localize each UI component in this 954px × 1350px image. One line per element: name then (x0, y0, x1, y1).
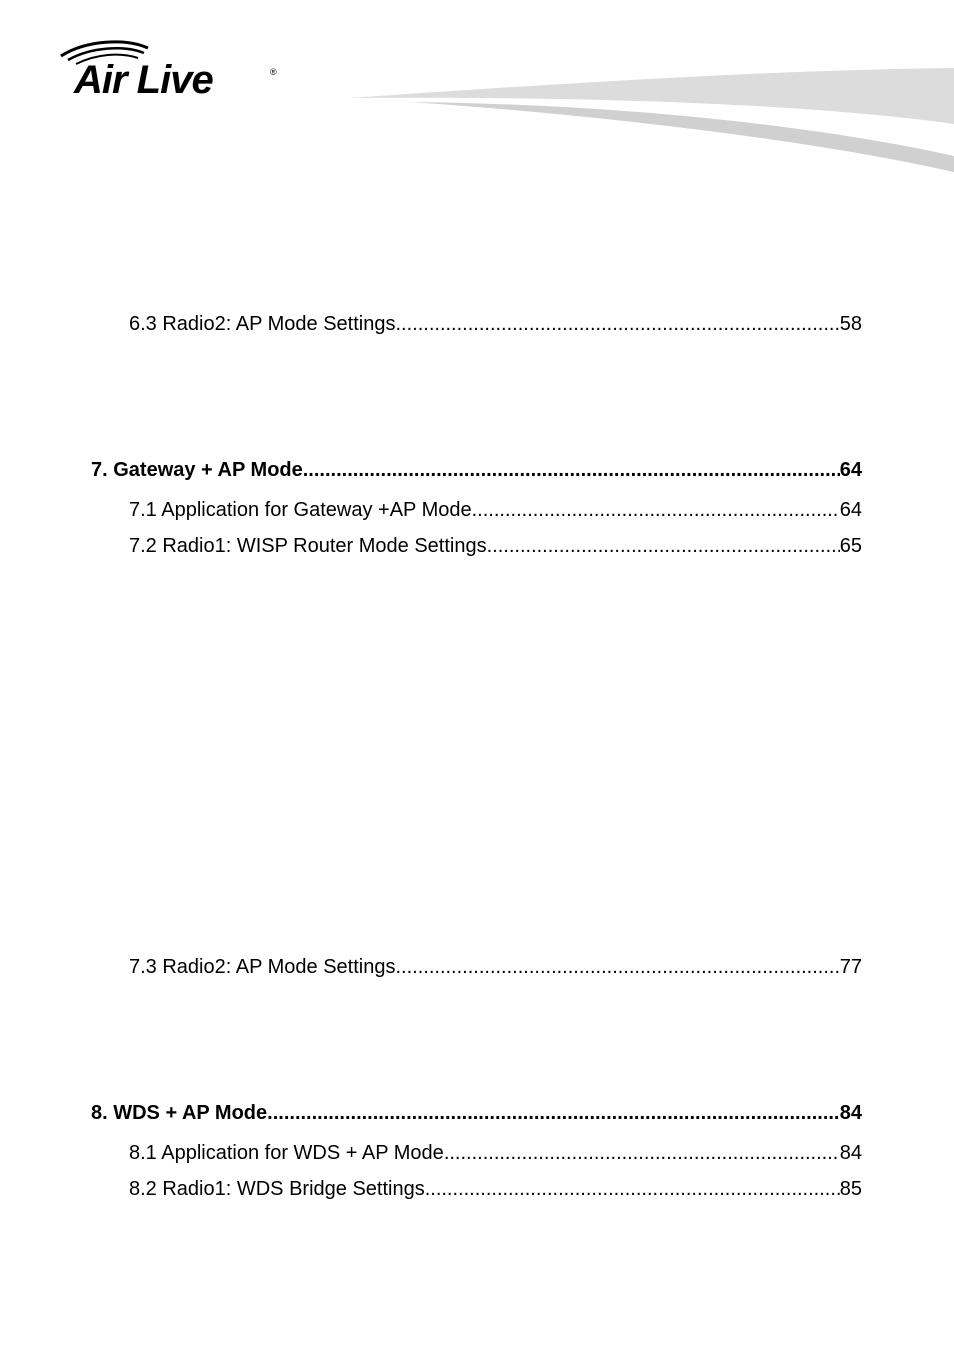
toc-leader-dots (444, 1141, 840, 1165)
toc-entry-8-1[interactable] (129, 1141, 862, 1165)
toc-entry-7-2[interactable] (129, 534, 862, 558)
toc-page-number: 64 (839, 459, 862, 481)
airlive-logo (56, 38, 288, 108)
toc-page-number: 64 (839, 499, 862, 521)
logo-wordmark: Air Live (74, 58, 213, 102)
toc-page-number: 85 (839, 1178, 862, 1200)
toc-leader-dots (425, 1177, 840, 1201)
toc-entry-title: 7.1 Application for Gateway +AP Mode (129, 499, 472, 521)
toc-page-number: 65 (839, 535, 862, 557)
toc-page-number: 77 (839, 956, 862, 978)
toc-entry-title: 8.1 Application for WDS + AP Mode (129, 1142, 444, 1164)
toc-entry-title: 7. Gateway + AP Mode (91, 459, 303, 481)
header-swoosh-decoration (350, 64, 954, 176)
toc-entry-8[interactable] (91, 1101, 862, 1125)
toc-entry-6-3[interactable] (129, 312, 862, 336)
toc-entry-title: 7.3 Radio2: AP Mode Settings (129, 956, 396, 978)
toc-entry-8-2[interactable] (129, 1177, 862, 1201)
toc-leader-dots (303, 458, 840, 482)
registered-mark: ® (270, 67, 277, 77)
toc-leader-dots (267, 1101, 840, 1125)
toc-entry-7-1[interactable] (129, 498, 862, 522)
toc-entry-7-3[interactable] (129, 955, 862, 979)
toc-leader-dots (472, 498, 840, 522)
toc-entry-title: 8.2 Radio1: WDS Bridge Settings (129, 1178, 425, 1200)
toc-page-number: 58 (839, 313, 862, 335)
toc-leader-dots (395, 312, 839, 336)
toc-leader-dots (487, 534, 840, 558)
toc-page-number: 84 (839, 1142, 862, 1164)
toc-entry-title: 8. WDS + AP Mode (91, 1102, 268, 1124)
toc-entry-7[interactable] (91, 458, 862, 482)
toc-page-number: 84 (839, 1102, 862, 1124)
toc-entry-title: 6.3 Radio2: AP Mode Settings (129, 313, 396, 335)
toc-entry-title: 7.2 Radio1: WISP Router Mode Settings (129, 535, 487, 557)
toc-leader-dots (395, 955, 839, 979)
